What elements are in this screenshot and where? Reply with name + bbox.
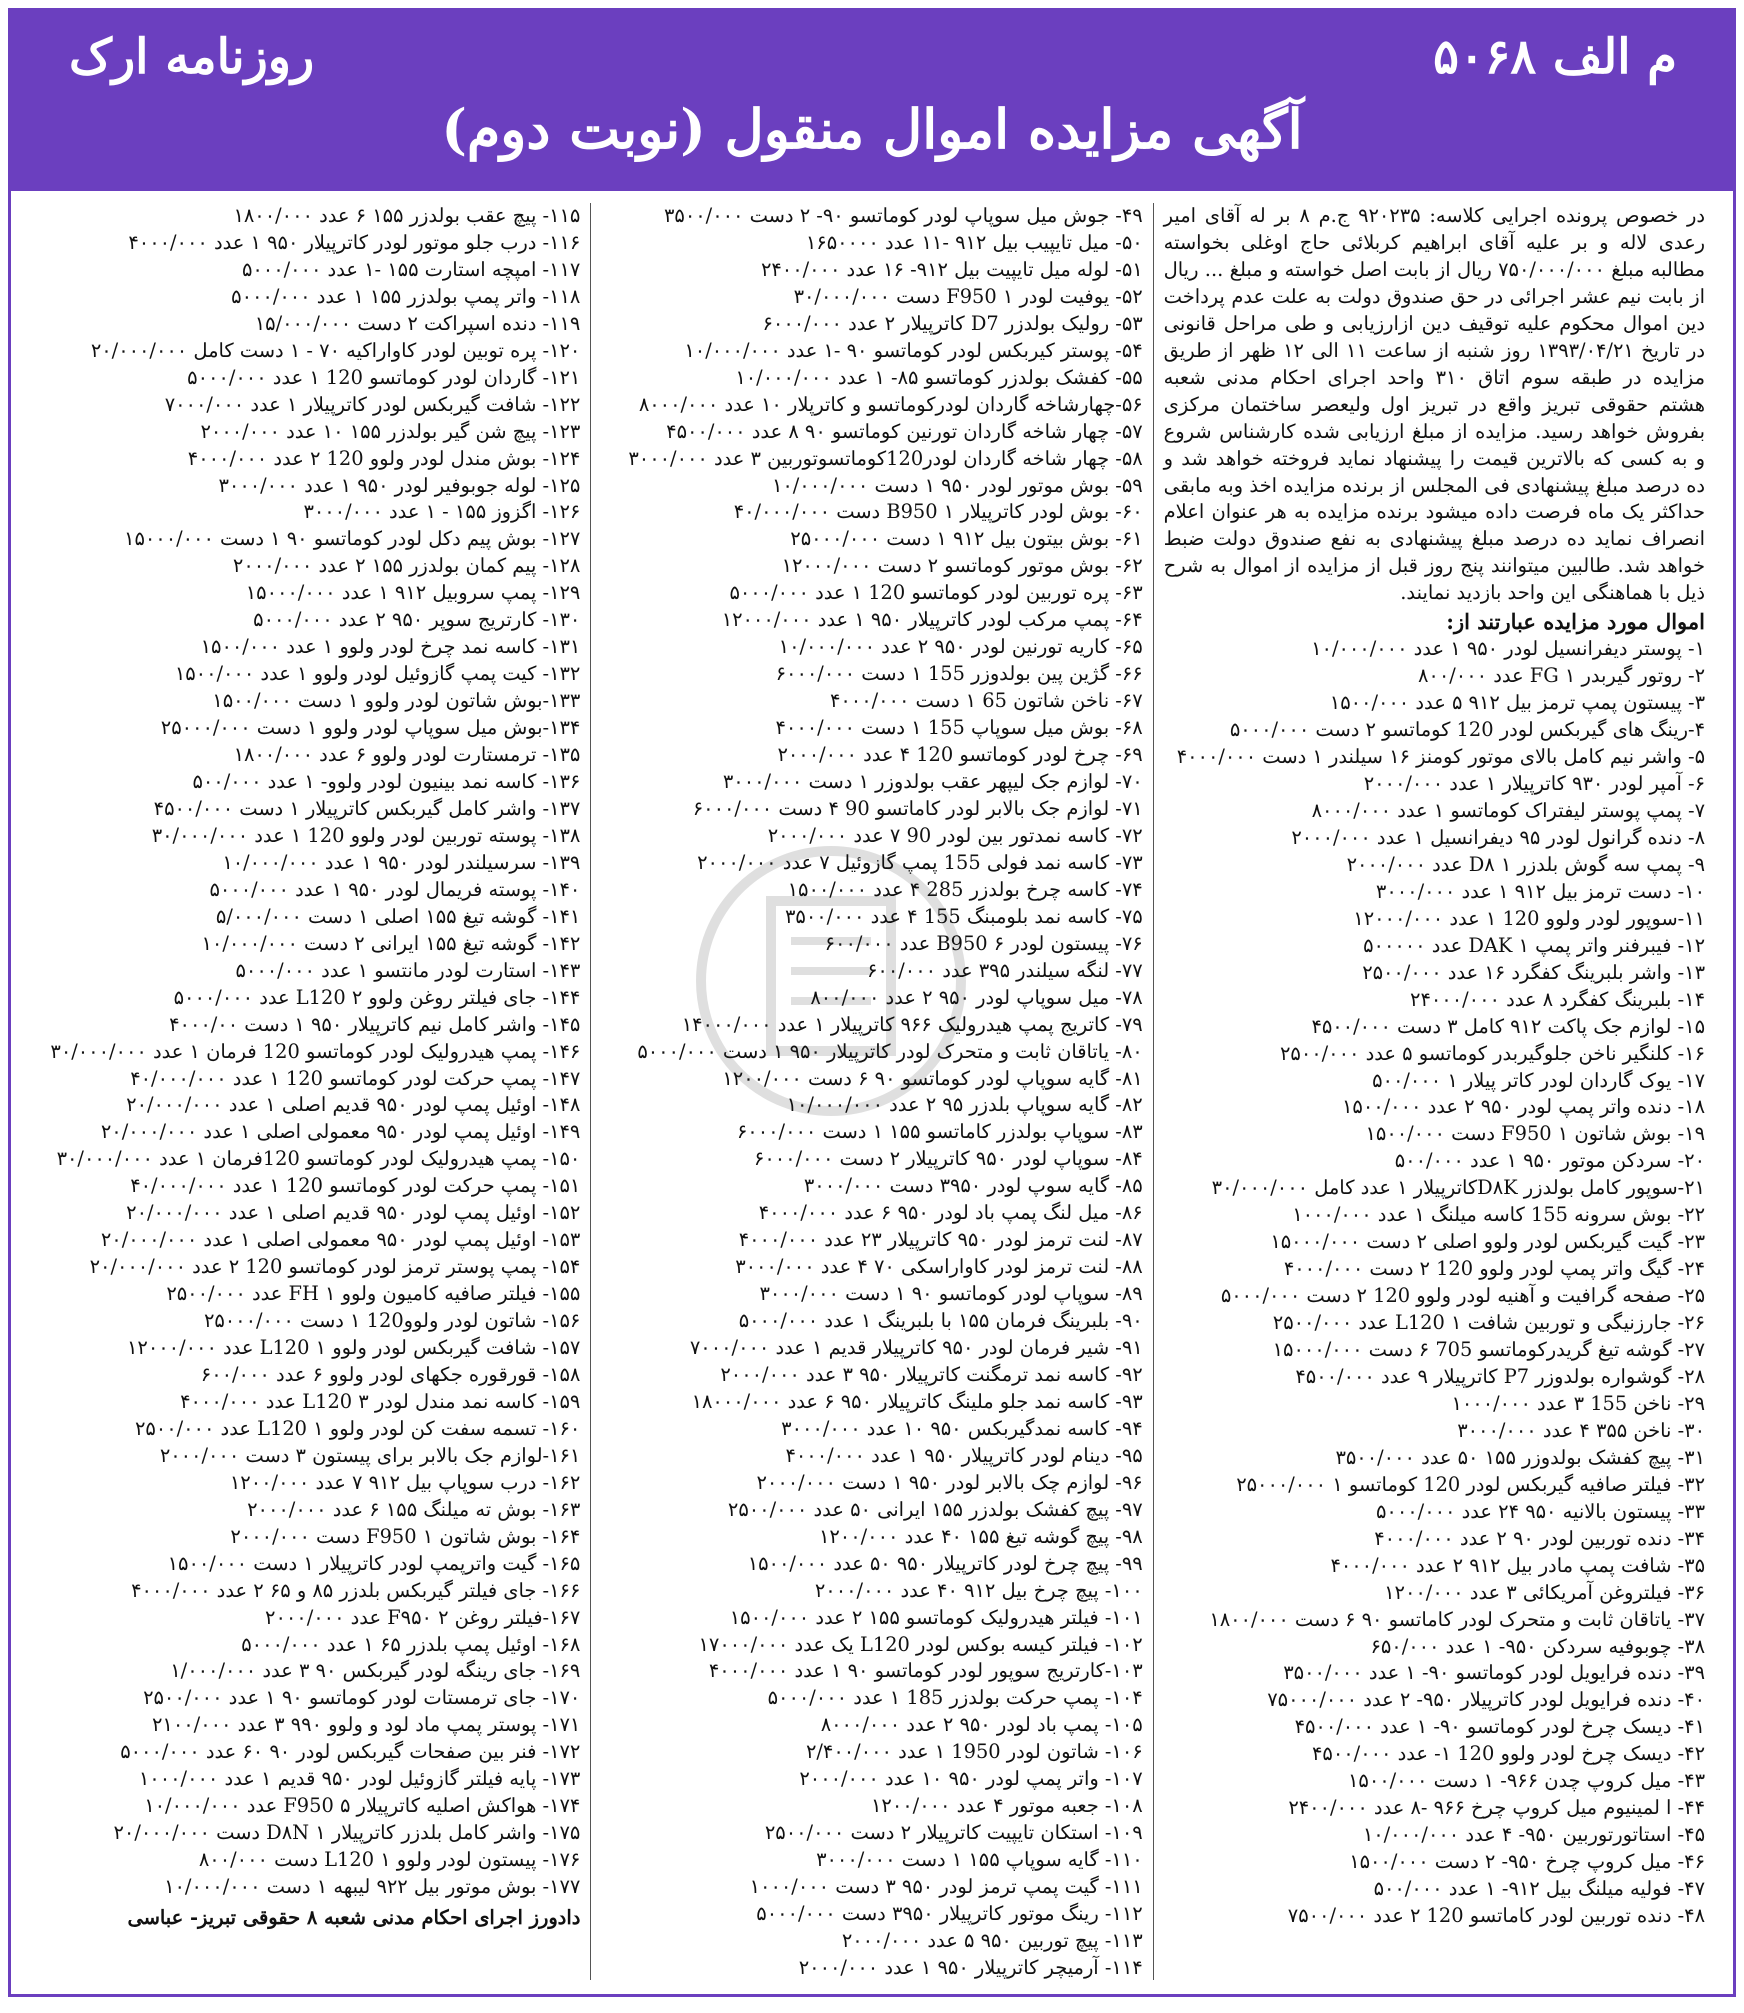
list-item: ۴۴- ا لمینیوم میل کروپ چرخ ۹۶۶ -۸ عدد ۲۴۰۰/۰۰۰ [1288,1796,1705,1820]
list-item: ۱۰- دست ترمز بیل ۹۱۲ ۱ عدد ۳۰۰۰/۰۰۰ [1375,879,1705,903]
list-item: ۷۸- میل سوپاپ لودر ۹۵۰ ۲ عدد ۸۰۰/۰۰۰ [810,985,1143,1009]
list-item: ۷- پمپ پوستر لیفتراک کوماتسو ۱ عدد ۸۰۰۰/۰۰۰ [1311,798,1705,822]
list-item: ۱۳۱- کاسه نمد چرخ لودر ولوو ۱ عدد ۱۵۰۰/۰۰۰ [200,635,581,659]
list-item: ۱۴۲- گوشه تیغ ۱۵۵ ایرانی ۲ دست ۱۰/۰۰۰/۰۰۰ [201,931,581,955]
list-item: ۳۲- فیلتر صافیه گیربکس لودر 120 کوماتسو ۱ ۲۵۰۰۰/۰۰۰ [1236,1472,1705,1496]
list-item: ۱۰۷- واتر پمپ لودر ۹۵۰ ۱۰ عدد ۲۰۰۰/۰۰۰ [799,1767,1143,1791]
list-item: ۹۲- کاسه نمد ترمگنت کاترپیلار ۹۵۰ ۳ عدد ۲۰۰۰/۰۰۰ [720,1362,1143,1386]
list-item: ۳۱- پیچ کفشک بولدوزر ۱۵۵ ۵۰ عدد ۳۵۰۰/۰۰۰ [1335,1445,1705,1469]
column-2 [591,203,1153,1980]
list-item: ۱۰۲- فیلتر کیسه بوکس لودر L120 یک عدد ۱۷۰۰۰/۰۰۰ [698,1632,1143,1656]
list-item: ۲- روتور گیربدر FG ۱ عدد ۸۰۰/۰۰۰ [1418,664,1705,688]
list-item: ۱۴۰- پوسته فریمال لودر ۹۵۰ ۱ عدد ۵۰۰۰/۰۰۰ [209,877,581,901]
list-item: ۱۷۶- پیستون لودر ولوو L120 ۱ دست ۸۰۰/۰۰۰ [198,1848,581,1872]
list-item: ۱- پوستر دیفرانسیل لودر ۹۵۰ ۱ عدد ۱۰/۰۰۰/۰۰۰ [1311,637,1705,661]
list-item: ۱۳۸- پوسته توربین لودر ولوو 120 ۱ عدد ۳۰/۰۰۰/۰۰۰ [151,823,581,847]
list-item: ۸۶- میل لنگ پمپ باد لودر ۹۵۰ ۶ عدد ۴۰۰۰/۰۰۰ [758,1201,1143,1225]
list-item: ۶۸- بوش میل سوپاپ 155 ۱ دست ۴۰۰۰/۰۰۰ [775,716,1143,740]
list-item: ۵۸- چهار شاخه گاردان لودر120کوماتسوتوربین ۳ عدد ۳۰۰۰/۰۰۰ [628,446,1143,470]
list-item: ۱۴۳- استارت لودر مانتسو ۱ عدد ۵۰۰۰/۰۰۰ [235,958,581,982]
list-item: ۳۹- دنده فرایویل لودر کوماتسو ۹۰- ۱ عدد ۳۵۰۰/۰۰۰ [1283,1661,1705,1685]
list-item: ۲۳- گیت گیربکس لودر ولوو اصلی ۲ دست ۱۵۰۰۰/۰۰۰ [1270,1230,1705,1254]
list-item: ۱۶۹- جای رینگه لودر گیربکس ۹۰ ۳ عدد ۱/۰۰۰/۰۰۰ [170,1659,581,1683]
list-item: ۱۶۸- اوئیل پمپ بلدزر ۶۵ ۱ عدد ۵۰۰۰/۰۰۰ [241,1632,581,1656]
list-item: ۱۰۶- شاتون لودر 1950 ۱ عدد ۲/۴۰۰/۰۰۰ [805,1740,1143,1764]
list-item: ۴۹- جوش میل سوپاپ لودر کوماتسو ۹۰- ۲ دست ۳۵۰۰/۰۰۰ [664,204,1143,227]
list-item: ۱۱۶- درب جلو موتور لودر کاترپیلار ۹۵۰ ۱ عدد ۴۰۰۰/۰۰۰ [128,230,581,254]
list-item: ۹۱- شیر فرمان لودر ۹۵۰ کاترپیلار قدیم ۱ عدد ۷۰۰۰/۰۰۰ [689,1336,1143,1360]
list-item: ۸۵- گایه سوپ لودر ۳۹۵۰ دست ۳۰۰۰/۰۰۰ [803,1174,1143,1198]
list-item: ۸- دنده گرانول لودر ۹۵ دیفرانسیل ۱ عدد ۲۰۰۰/۰۰۰ [1291,825,1705,849]
list-item: ۱۴- بلبرینگ کفگرد ۸ عدد ۲۴۰۰۰/۰۰۰ [1410,987,1705,1011]
list-item: ۱۱۰- گایه سوپاپ ۱۵۵ ۱ دست ۳۰۰۰/۰۰۰ [816,1848,1143,1872]
list-item: ۷۶- پیستون لودر B950 ۶ عدد ۶۰۰/۰۰۰ [824,931,1143,955]
list-item: ۱۱۵- پیچ عقب بولدزر ۱۵۵ ۶ عدد ۱۸۰۰/۰۰۰ [233,204,581,227]
list-item: ۳۸- چوبوفیه سردکن ۹۵۰- ۱ عدد ۶۵۰/۰۰۰ [1370,1634,1705,1658]
list-item: ۱۴۱- گوشه تیغ ۱۵۵ اصلی ۱ دست ۵/۰۰۰/۰۰۰ [215,904,581,928]
list-item: ۳۵- شافت پمپ مادر بیل ۹۱۲ ۲ عدد ۴۰۰۰/۰۰۰ [1330,1553,1705,1577]
list-item: ۷۰- لوازم جک لیپهر عقب بولدوزر ۱ دست ۳۰۰۰/۰۰۰ [722,770,1143,794]
list-item: ۳۰- ناخن ۳۵۵ ۴ عدد ۳۰۰۰/۰۰۰ [1457,1418,1705,1442]
list-item: ۱۳۷- واشر کامل گیربکس کاترپیلار ۱ دست ۴۵۰۰/۰۰۰ [153,796,581,820]
list-item: ۱۳۹- سرسیلندر لودر ۹۵۰ ۱ عدد ۱۰/۰۰۰/۰۰۰ [222,850,581,874]
list-item: ۳- پیستون پمپ ترمز بیل ۹۱۲ ۵ عدد ۱۵۰۰/۰۰۰ [1329,691,1705,715]
auction-notice-page [8,8,1736,1997]
list-item: ۳۳- پیستون بالانیه ۹۵۰ ۲۴ عدد ۵۰۰۰/۰۰۰ [1376,1499,1705,1523]
list-item: ۹۹- پیچ چرخ لودر کاترپیلار ۹۵۰ ۵۰ عدد ۱۵۰۰/۰۰۰ [747,1551,1143,1575]
list-item: ۱۵۰- پمپ هیدرولیک لودر کوماتسو 120فرمان ۱ عدد ۳۰/۰۰۰/۰۰۰ [56,1147,581,1171]
list-item: ۱۱۱- گیت پمپ ترمز لودر ۹۵۰ ۳ دست ۱۰۰۰/۰۰۰ [749,1875,1143,1899]
list-item: ۹۴- کاسه نمدگیربکس ۹۵۰ ۱۰ عدد ۳۰۰۰/۰۰۰ [781,1416,1143,1440]
list-item: ۱۱۴- آرمیچر کاترپیلار ۹۵۰ ۱ عدد ۲۰۰۰/۰۰۰ [798,1955,1143,1979]
list-item: ۱۱۹- دنده اسپراکت ۲ دست ۱۵/۰۰۰/۰۰۰ [254,311,581,335]
signature: دادورز اجرای احکام مدنی شعبه ۸ حقوقی تبریز- عباسی [127,1906,581,1930]
list-item: ۱۴۸- اوئیل پمپ لودر ۹۵۰ قدیم اصلی ۱ عدد ۲۰/۰۰۰/۰۰۰ [126,1093,581,1117]
list-item: ۶۶- گژین پین بولدوزر 155 ۱ دست ۶۰۰۰/۰۰۰ [775,662,1143,686]
list-item: ۱۶۱-لوازم جک بالابر برای پیستون ۳ دست ۲۰۰۰/۰۰۰ [159,1443,581,1467]
list-item: ۱۱۳- پیچ توربین ۹۵۰ ۵ عدد ۲۰۰۰/۰۰۰ [841,1929,1143,1952]
notice-code: م الف ۵۰۶۸ [1433,29,1677,85]
list-item: ۱۶۲- درب سوپاپ بیل ۹۱۲ ۷ عدد ۱۲۰۰/۰۰۰ [229,1470,581,1494]
list-item: ۱۲۸- پیم کمان بولدزر ۱۵۵ ۲ عدد ۲۰۰۰/۰۰۰ [232,554,581,578]
list-item: ۹۰- بلبرینگ فرمان ۱۵۵ با بلبرینگ ۱ عدد ۵۰۰۰/۰۰۰ [738,1309,1143,1333]
list-item: ۹۳- کاسه نمد جلو ملینگ کاترپیلار ۹۵۰ ۶ عدد ۱۸۰۰۰/۰۰۰ [691,1389,1143,1413]
list-item: ۱۳۳-بوش شاتون لودر ولوو ۱ دست ۱۵۰۰/۰۰۰ [212,689,581,713]
list-item: ۵۷- چهار شاخه گاردان تورنین کوماتسو ۹۰ ۸ عدد ۴۵۰۰/۰۰۰ [666,419,1143,443]
list-item: ۴۵- استاتورتوربین ۹۵۰- ۴ عدد ۱۰/۰۰۰/۰۰۰ [1362,1823,1705,1847]
list-item: ۱۲۳- پیچ شن گیر بولدزر ۱۵۵ ۱۰ عدد ۲۰۰۰/۰۰۰ [200,419,581,443]
list-item: ۱۶- کلنگیر ناخن جلوگیربدر کوماتسو ۵ عدد ۲۵۰۰/۰۰۰ [1279,1041,1705,1065]
newspaper-name: روزنامه ارک [69,29,315,85]
list-item: ۵۴- پوستر کیربکس لودر کوماتسو ۹۰ -۱ عدد ۱۰/۰۰۰/۰۰۰ [684,338,1143,362]
list-item: ۱۶۳- بوش ته میلنگ ۱۵۵ ۶ عدد ۲۰۰۰/۰۰۰ [247,1497,581,1521]
list-item: ۹۵- دینام لودر کاترپیلار ۹۵۰ ۱ عدد ۴۰۰۰/۰۰۰ [785,1443,1143,1467]
list-item: ۹۶- لوازم چک بالابر لودر ۹۵۰ ۱ دست ۲۰۰۰/۰۰۰ [756,1470,1143,1494]
list-item: ۷۹- کاتریج پمپ هیدرولیک ۹۶۶ کاترپیلار ۱ عدد ۱۴۰۰۰/۰۰۰ [681,1012,1143,1036]
list-item: ۲۶- جارزنیگی و توربین شافت L120 ۱ عدد ۲۵۰۰/۰۰۰ [1272,1311,1705,1335]
list-item: ۸۴- سوپاپ لودر ۹۵۰ کاترپیلار ۲ دست ۶۰۰۰/۰۰۰ [753,1147,1143,1171]
items-list-col1 [1164,636,1705,1930]
column-3 [29,203,591,1980]
list-item: ۸۳- سوپاپ بولدزر کاماتسو ۱۵۵ ۱ دست ۶۰۰۰/۰۰۰ [736,1120,1143,1144]
list-item: ۱۲۵- لوله جوبوفیر لودر ۹۵۰ ۱ عدد ۳۰۰۰/۰۰۰ [218,473,581,497]
list-item: ۶۳- پره توربین لودر کوماتسو 120 ۱ عدد ۵۰۰۰/۰۰۰ [729,581,1143,605]
list-item: ۱۵۳- اوئیل پمپ لودر ۹۵۰ معمولی اصلی ۱ عدد ۲۰/۰۰۰/۰۰۰ [100,1228,581,1252]
list-item: ۲۹- ناخن 155 ۳ عدد ۱۰۰۰/۰۰۰ [1451,1391,1705,1415]
list-item: ۵۱- لوله میل تایپیت بیل ۹۱۲- ۱۶ عدد ۲۴۰۰/۰۰۰ [760,257,1143,281]
list-item: ۸۰- یاتاقان ثابت و متحرک لودر کاترپیلار ۹۵۰ ۱ دست ۵۰۰۰/۰۰۰ [637,1039,1143,1063]
list-item: ۱۲۴- بوش مندل لودر ولوو 120 ۲ عدد ۴۰۰۰/۰۰۰ [187,446,581,470]
list-item: ۷۲- کاسه نمدتور بین لودر 90 ۷ عدد ۲۰۰۰/۰۰۰ [767,823,1143,847]
list-item: ۳۶- فیلتروغن آمریکائی ۳ عدد ۱۲۰۰/۰۰۰ [1384,1580,1705,1604]
list-item: ۱۷۷- بوش موتور بیل ۹۲۲ لیبهه ۱ دست ۱۰/۰۰۰/۰۰۰ [164,1875,581,1899]
list-item: ۱۶۵- گیت واترپمپ لودر کاترپیلار ۱ دست ۱۵۰۰/۰۰۰ [167,1551,581,1575]
list-item: ۱۱۸- واتر پمپ بولدزر ۱۵۵ ۱ عدد ۵۰۰۰/۰۰۰ [231,284,581,308]
list-item: ۷۱- لوازم جک بالابر لودر کاماتسو 90 ۴ دست ۶۰۰۰/۰۰۰ [692,796,1143,820]
list-item: ۱۰۸- جعبه موتور ۴ عدد ۱۲۰۰/۰۰۰ [871,1794,1143,1818]
list-item: ۴۱- دیسک چرخ لودر کوماتسو ۹۰- ۱ عدد ۴۵۰۰/۰۰۰ [1294,1715,1705,1739]
list-item: ۱۲۰- پره توبین لودر کاواراکیه ۷۰ - ۱ دست کامل ۲۰/۰۰۰/۰۰۰ [90,338,581,362]
list-item: ۱۱-سوپور لودر ولوو 120 ۱ عدد ۱۲۰۰۰/۰۰۰ [1353,906,1705,930]
items-heading: اموال مورد مزایده عبارتند از: [1446,609,1705,635]
list-item: ۶۹- چرخ لودر کوماتسو 120 ۴ عدد ۲۰۰۰/۰۰۰ [777,743,1143,767]
list-item: ۹- پمپ سه گوش بلدزر D۸ ۱ عدد ۲۰۰۰/۰۰۰ [1346,852,1705,876]
list-item: ۱۳۴-بوش میل سوپاپ لودر ولوو ۱ دست ۲۵۰۰۰/۰۰۰ [160,716,581,740]
list-item: ۳۷- یاتاقان ثابت و متحرک لودر کاماتسو ۹۰ ۶ دست ۱۸۰۰/۰۰۰ [1209,1607,1705,1631]
list-item: ۱۲۲- شافت گیربکس لودر کاترپیلار ۱ عدد ۷۰۰۰/۰۰۰ [164,392,581,416]
list-item: ۶۰- بوش لودر کاترپیلار B950 ۱ دست ۴۰/۰۰۰/۰۰۰ [733,500,1143,524]
list-item: ۳۴- دنده توربین لودر ۹۰ ۲ عدد ۴۰۰۰/۰۰۰ [1374,1526,1705,1550]
list-item: ۹۸- پیچ گوشه تیغ ۱۵۵ ۴۰ عدد ۱۲۰۰/۰۰۰ [818,1524,1143,1548]
list-item: ۱۷۱- پوستر پمپ ماد لود و ولوو ۹۹۰ ۳ عدد ۲۱۰۰/۰۰۰ [152,1713,581,1737]
list-item: ۱۱۷- امپچه استارت ۱۵۵ -۱ عدد ۵۰۰۰/۰۰۰ [241,257,581,281]
list-item: ۴۳- میل کروپ چدن ۹۶۶- ۱ دست ۱۵۰۰/۰۰۰ [1347,1769,1705,1793]
list-item: ۷۳- کاسه نمد فولی 155 پمپ گازوئیل ۷ عدد ۲۰۰۰/۰۰۰ [697,850,1143,874]
list-item: ۵۵- کفشک بولدزر کوماتسو ۸۵- ۱ عدد ۱۰/۰۰۰/۰۰۰ [735,365,1143,389]
list-item: ۴۰- دنده فرایویل لودر کاترپیلار ۹۵۰- ۲ عدد ۷۵۰۰۰/۰۰۰ [1267,1688,1705,1712]
list-item: ۱۸- دنده واتر پمپ لودر ۹۵۰ ۲ عدد ۱۵۰۰/۰۰۰ [1341,1095,1705,1119]
list-item: ۷۴- کاسه چرخ بولدزر 285 ۴ عدد ۱۵۰۰/۰۰۰ [787,877,1143,901]
items-list-col3 [39,203,580,1901]
list-item: ۱۴۵- واشر کامل نیم کاترپیلار ۹۵۰ ۱ دست ۴۰۰۰/۰۰ [169,1012,581,1036]
list-item: ۸۸- لنت ترمز لودر کاواراسکی ۷۰ ۴ عدد ۳۰۰۰/۰۰۰ [735,1255,1143,1279]
list-item: ۶۲- بوش موتور کوماتسو ۲ دست ۱۲۰۰۰/۰۰۰ [781,554,1143,578]
list-item: ۶۷- ناخن شاتون 65 ۱ دست ۴۰۰۰/۰۰۰ [829,689,1143,713]
list-item: ۱۵۹- کاسه نمد مندل لودر L120 ۳ عدد ۴۰۰۰/۰۰۰ [180,1389,581,1413]
list-item: ۸۲- گایه سوپاپ بلدزر ۹۵ ۲ عدد ۱۰/۰۰۰/۰۰۰ [786,1093,1143,1117]
list-item: ۱۷۰- جای ترمستات لودر کوماتسو ۹۰ ۱ عدد ۲۵۰۰/۰۰۰ [143,1686,581,1710]
list-item: ۱۵۷- شافت گیربکس لودر ولوو L120 ۱ عدد ۱۲۰۰۰/۰۰۰ [127,1336,581,1360]
list-item: ۱۰۹- استکان تایپیت کاترپیلار ۲ دست ۲۵۰۰/۰۰۰ [764,1821,1143,1845]
list-item: ۱۹- بوش شاتون F950 ۱ دست ۱۵۰۰/۰۰۰ [1365,1122,1705,1146]
list-item: ۱۵۲- اوئیل پمپ لودر ۹۵۰ قدیم اصلی ۱ عدد ۲۰/۰۰۰/۰۰۰ [126,1201,581,1225]
list-item: ۷۷- لنگه سیلندر ۳۹۵ عدد ۶۰۰/۰۰۰ [867,958,1143,982]
list-item: ۱۰۴- پمپ حرکت بولدزر 185 ۱ عدد ۵۰۰۰/۰۰۰ [767,1686,1143,1710]
list-item: ۱۶۷-فیلتر روغن F۹۵۰ ۲ عدد ۲۰۰۰/۰۰۰ [265,1605,581,1629]
list-item: ۴۷- فولیه میلنگ بیل ۹۱۲- ۱ عدد ۵۰۰/۰۰۰ [1373,1877,1705,1901]
column-1 [1154,203,1715,1980]
list-item: ۲۷- گوشه تیغ گریدرکوماتسو 705 ۶ دست ۱۵۰۰۰/۰۰۰ [1272,1338,1705,1362]
list-item: ۵۳- رولیک بولدزر D7 کاترپیلار ۲ عدد ۶۰۰۰/۰۰۰ [762,311,1143,335]
list-item: ۱۷۳- پایه فیلتر گازوئیل لودر ۹۵۰ قدیم ۱ عدد ۱۰۰۰/۰۰۰ [138,1767,581,1791]
items-list-col2 [601,203,1142,1980]
list-item: ۱۴۷- پمپ حرکت لودر کوماتسو 120 ۱ عدد ۴۰/۰۰۰/۰۰۰ [130,1066,581,1090]
list-item: ۱۵- لوازم جک پاکت ۹۱۲ کامل ۳ دست ۴۵۰۰/۰۰۰ [1311,1014,1705,1038]
list-item: ۱۵۴- پمپ پوستر ترمز لودر کوماتسو 120 ۲ عدد ۲۰/۰۰۰/۰۰۰ [89,1255,581,1279]
list-item: ۱۲- فیبرفنر واتر پمپ DAK ۱ عدد ۵۰۰۰۰۰ [1363,933,1705,957]
list-item: ۱۴۹- اوئیل پمپ لودر ۹۵۰ معمولی اصلی ۱ عدد ۲۰/۰۰۰/۰۰۰ [100,1120,581,1144]
list-item: ۱۵۱- پمپ حرکت لودر کوماتسو 120 ۱ عدد ۴۰/۰۰۰/۰۰۰ [130,1174,581,1198]
list-item: ۱۳۵- ترمستارت لودر ولوو ۶ عدد ۱۸۰۰/۰۰۰ [233,743,581,767]
list-item: ۱۳۰- کارتریج سوپر ۹۵۰ ۲ عدد ۵۰۰۰/۰۰۰ [253,608,581,632]
list-item: ۱۲۹- پمپ سروبیل ۹۱۲ ۱ عدد ۱۵۰۰۰/۰۰۰ [245,581,581,605]
list-item: ۶۴- پمپ مرکب لودر کاترپیلار ۹۵۰ ۱ عدد ۱۲۰۰۰/۰۰۰ [721,608,1143,632]
list-item: ۵- واشر نیم کامل بالای موتور کومنز ۱۶ سیلندر ۱ دست ۴۰۰۰/۰۰۰ [1176,745,1705,769]
list-item: ۱۲۷- بوش پیم دکل لودر کوماتسو ۹۰ ۱ دست ۱۵۰۰۰/۰۰۰ [124,527,581,551]
list-item: ۶۱- بوش بیتون بیل ۹۱۲ ۱ دست ۲۵۰۰۰/۰۰۰ [790,527,1143,551]
list-item: ۵۲- یوفیت لودر F950 ۱ دست ۳۰/۰۰۰/۰۰۰ [793,284,1143,308]
list-item: ۱۷- یوک گاردان لودر کاتر پیلار ۱ ۵۰۰/۰۰۰ [1372,1068,1705,1092]
list-item: ۱۶۶- جای فیلتر گیربکس بلدزر ۸۵ و ۶۵ ۲ عدد ۴۰۰۰/۰۰۰ [131,1578,581,1602]
list-item: ۱۳- واشر بلبرینگ کفگرد ۱۶ عدد ۲۵۰۰/۰۰۰ [1362,960,1705,984]
list-item: ۴۲- دیسک چرخ لودر ولوو 120 ۱- عدد ۴۵۰۰/۰۰۰ [1312,1742,1705,1766]
list-item: ۷۵- کاسه نمد بلومبنگ 155 ۴ عدد ۳۵۰۰/۰۰۰ [785,904,1143,928]
list-item: ۱۲۱- گاردان لودر کوماتسو 120 ۱ عدد ۵۰۰۰/۰۰۰ [187,365,581,389]
list-item: ۱۵۸- قورقوره جکهای لودر ولوو ۶ عدد ۶۰۰/۰۰۰ [200,1362,581,1386]
list-item: ۲۰- سردکن موتور ۹۵۰ ۱ عدد ۵۰۰/۰۰۰ [1394,1149,1705,1173]
list-item: ۲۸- گوشواره بولدوزر P7 کاترپیلار ۹ عدد ۴۵۰۰/۰۰۰ [1295,1364,1705,1388]
notice-columns [29,203,1715,1980]
list-item: ۱۶۰- تسمه سفت کن لودر ولوو L120 ۱ عدد ۲۵۰۰/۰۰۰ [134,1416,581,1440]
list-item: ۱۳۲- کیت پمپ گازوئیل لودر ولوو ۱ عدد ۱۵۰۰/۰۰۰ [174,662,581,686]
notice-header [11,11,1733,191]
list-item: ۲۵- صفحه گرافیت و آهنیه لودر ولوو 120 ۲ دست ۵۰۰۰/۰۰۰ [1220,1284,1705,1308]
list-item: ۹۷- پیچ کفشک بولدزر ۱۵۵ ایرانی ۵۰ عدد ۲۵۰۰/۰۰۰ [727,1497,1143,1521]
list-item: ۱۷۲- فنر بین صفحات گیربکس لودر ۹۰ ۶۰ عدد ۵۰۰۰/۰۰۰ [120,1740,581,1764]
list-item: ۲۴- گیگ واتر پمپ لودر ولوو 120 ۲ دست ۴۰۰۰/۰۰۰ [1283,1257,1705,1281]
notice-intro: در خصوص پرونده اجرایی کلاسه: ۹۲۰۲۳۵ ج.م ۸ بر له آقای امیر رعدی لاله و بر علیه آقای ابراهیم کربلائی حاج اوغلی بخواسته مطالبه مبلغ ۷۵۰/۰۰۰/۰۰۰ ریال از بابت اصل خواسته و مبلغ ... ریال از بابت نیم عشر اجرائی در حق صندوق دولت به علت عدم پرداخت دین اموال محکوم علیه توقیف دین ازارزیابی و طی مراحل قانونی در تاریخ ۱۳۹۳/۰۴/۲۱ روز شنبه از ساعت ۱۱ الی ۱۲ ظهر از طریق مزایده در طبقه سوم اتاق ۳۱۰ واحد اجرای احکام مدنی شعبه هشتم حقوقی تبریز واقع در تبریز اول ولیعصر ساختمان مرکزی بفروش خواهد رسید. مزایده از مبلغ ارزیابی شده کارشناس شروع و به کسی که بالاترین قیمت را پیشنهاد نماید فروخته خواهد شد و ده درصد مبلغ پیشنهادی فی المجلس از برنده مزایده اخذ وبه مابقی حداکثر یک ماه فرصت داده میشود برنده مزایده به هر عنوان اعلام انصراف نماید ده درصد مبلغ پیشنهادی به نفع صندوق دولت ضبط خواهد شد. طالبین میتوانند پنج روز قبل از مزایده از اموال به شرح ذیل با هماهنگی این واحد بازدید نمایند. [1163,204,1706,605]
list-item: ۴۶- میل کروپ چرخ ۹۵۰- ۲ دست ۱۵۰۰/۰۰۰ [1349,1850,1705,1874]
list-item: ۴-رینگ های گیربکس لودر 120 کوماتسو ۲ دست ۵۰۰۰/۰۰۰ [1229,718,1705,742]
list-item: ۱۰۰- پیچ چرخ بیل ۹۱۲ ۴۰ عدد ۲۰۰۰/۰۰۰ [814,1578,1143,1602]
list-item: ۱۰۱- فیلتر هیدرولیک کوماتسو ۱۵۵ ۲ عدد ۱۵۰۰/۰۰۰ [729,1605,1143,1629]
list-item: ۱۷۴- هواکش اصلیه کاترپیلار F950 ۵ عدد ۱۰/۰۰۰/۰۰۰ [144,1794,581,1818]
list-item: ۸۷- لنت ترمز لودر ۹۵۰ کاترپیلار ۲۳ عدد ۴۰۰۰/۰۰۰ [738,1228,1143,1252]
list-item: ۱۴۴- جای فیلتر روغن ولوو L120 ۲ عدد ۵۰۰۰/۰۰۰ [173,985,581,1009]
list-item: ۱۵۵- فیلتر صافیه کامیون ولوو FH ۱ عدد ۲۵۰۰/۰۰۰ [166,1282,581,1306]
list-item: ۵۰- میل تایپیب بیل ۹۱۲ -۱۱ عدد ۱۶۵۰۰۰۰ [805,230,1143,254]
list-item: ۸۱- گایه سوپاپ لودر کوماتسو ۹۰ ۶ دست ۱۲۰۰/۰۰۰ [722,1066,1143,1090]
list-item: ۲۱-سوپور کامل بولدزر D۸Kکاترپیلار ۱ عدد کامل ۳۰/۰۰۰/۰۰۰ [1211,1176,1705,1200]
list-item: ۱۲۶- اگزوز ۱۵۵ - ۱ عدد ۳۰۰۰/۰۰۰ [303,500,581,524]
list-item: ۱۳۶- کاسه نمد بینیون لودر ولوو- ۱ عدد ۵۰۰/۰۰۰ [192,770,581,794]
list-item: ۱۶۴- بوش شاتون F950 ۱ دست ۲۰۰۰/۰۰۰ [230,1524,581,1548]
list-item: ۶۵- کاریه تورنین لودر ۹۵۰ ۲ عدد ۱۰/۰۰۰/۰۰۰ [778,635,1143,659]
list-item: ۱۰۳-کارتریج سوپور لودر کوماتسو ۹۰ ۱ عدد ۴۰۰۰/۰۰۰ [708,1659,1143,1683]
list-item: ۱۱۲- رینگ موتور کاترپیلار ۳۹۵۰ دست ۵۰۰۰/۰۰۰ [756,1902,1143,1926]
list-item: ۱۴۶- پمپ هیدرولیک لودر کوماتسو 120 فرمان ۱ عدد ۳۰/۰۰۰/۰۰۰ [50,1039,581,1063]
list-item: ۱۰۵- پمپ باد لودر ۹۵۰ ۲ عدد ۸۰۰۰/۰۰۰ [820,1713,1143,1737]
list-item: ۱۵۶- شاتون لودر ولوو120 ۱ دست ۲۵۰۰۰/۰۰۰ [203,1309,581,1333]
notice-title: آگهی مزایده اموال منقول (نوبت دوم) [441,97,1303,161]
list-item: ۱۷۵- واشر کامل بلدزر کاترپیلار D۸N ۱ دست ۲۰/۰۰۰/۰۰۰ [113,1821,581,1845]
list-item: ۵۹- بوش موتور لودر ۹۵۰ ۱ دست ۱۰/۰۰۰/۰۰۰ [771,473,1143,497]
list-item: ۲۲- بوش سرونه 155 کاسه میلنگ ۱ عدد ۱۰۰۰/۰۰۰ [1292,1203,1705,1227]
list-item: ۶- آمپر لودر ۹۳۰ کاترپیلار ۱ عدد ۲۰۰۰/۰۰۰ [1363,772,1705,796]
list-item: ۸۹- سوپاپ لودر کوماتسو ۹۰ ۱ دست ۳۰۰۰/۰۰۰ [759,1282,1143,1306]
list-item: ۵۶-چهارشاخه گاردان لودرکوماتسو و کاترپلار ۱۰ عدد ۸۰۰۰/۰۰۰ [638,392,1143,416]
list-item: ۴۸- دنده توربین لودر کاماتسو 120 ۲ عدد ۷۵۰۰/۰۰۰ [1287,1904,1705,1928]
